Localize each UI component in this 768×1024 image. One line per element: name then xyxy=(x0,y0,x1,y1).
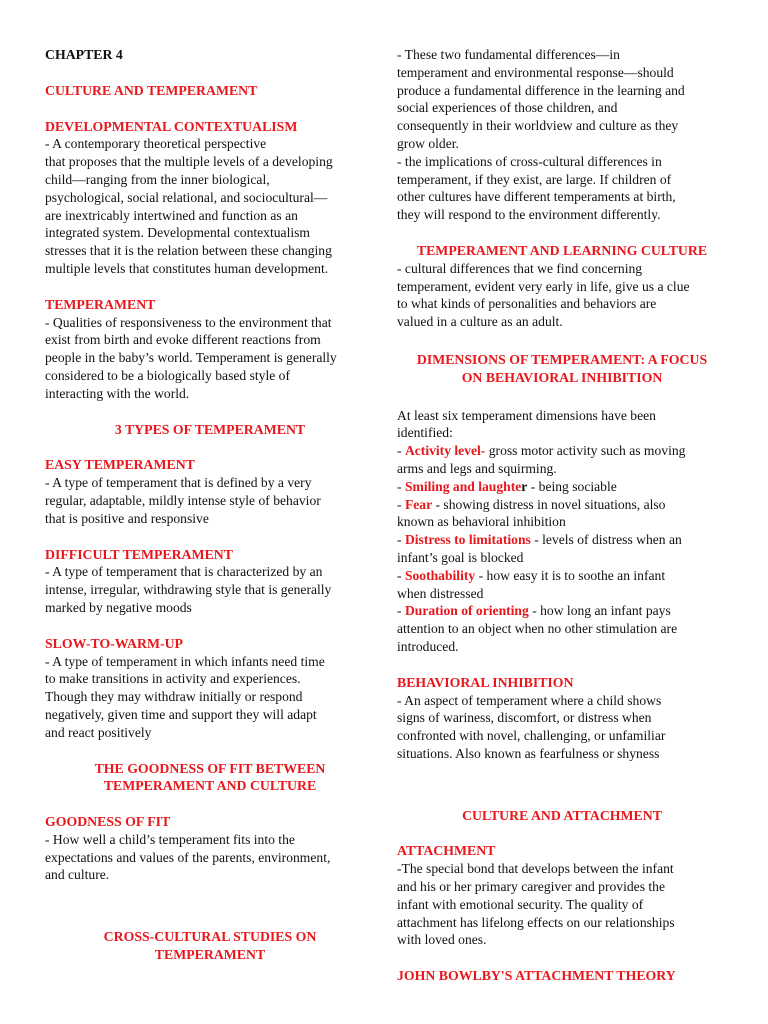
text-line: - How well a child’s temperament fits into the xyxy=(45,831,295,847)
heading-temperament-learning-culture: TEMPERAMENT AND LEARNING CULTURE xyxy=(416,242,708,258)
text-line: - A type of temperament in which infants need time xyxy=(45,653,325,669)
text-line: known as behavioral inhibition xyxy=(397,514,566,530)
text-line: - cultural differences that we find concerning xyxy=(397,260,643,276)
text-line: marked by negative moods xyxy=(45,599,192,615)
text-line: - Qualities of responsiveness to the environment that xyxy=(45,314,332,330)
text-line: grow older. xyxy=(397,135,459,151)
text-line: - A contemporary theoretical perspective xyxy=(45,136,267,152)
heading-slow-to-warm-up: SLOW-TO-WARM-UP xyxy=(45,635,183,651)
dimension-term: Soothability xyxy=(404,567,476,583)
dimension-description: - how long an infant pays xyxy=(528,603,671,619)
dimension-distress-to-limitations xyxy=(397,531,727,549)
right-column xyxy=(397,46,727,985)
text-line: with loved ones. xyxy=(397,932,487,948)
heading-cross-cultural-studies: CROSS-CULTURAL STUDIES ON xyxy=(103,929,317,945)
text-line: integrated system. Developmental contextualism xyxy=(45,225,311,241)
text-line: situations. Also known as fearfulness or shyness xyxy=(397,745,660,761)
dimension-term: Duration of orienting xyxy=(404,603,529,619)
heading-temperament: TEMPERAMENT xyxy=(45,296,156,312)
text-line: - the implications of cross-cultural differences in xyxy=(397,153,662,169)
dimension-term: Fear xyxy=(404,496,433,512)
text-line: interacting with the world. xyxy=(45,385,190,401)
heading-culture-and-attachment: CULTURE AND ATTACHMENT xyxy=(462,807,662,823)
text-line: stresses that it is the relation between these changing xyxy=(45,243,332,259)
text-line: when distressed xyxy=(397,585,484,601)
text-line: - These two fundamental differences—in xyxy=(397,47,620,62)
dimension-description: - levels of distress when an xyxy=(530,532,682,548)
heading-goodness-of-fit-between-2: TEMPERAMENT AND CULTURE xyxy=(103,778,317,794)
heading-three-types: 3 TYPES OF TEMPERAMENT xyxy=(114,421,306,437)
text-line: people in the baby’s world. Temperament is generally xyxy=(45,350,337,366)
heading-dimensions-of-temperament-2: ON BEHAVIORAL INHIBITION xyxy=(461,369,663,385)
text-line: temperament, evident very early in life, give us a clue xyxy=(397,278,690,294)
dimension-description: - showing distress in novel situations, also xyxy=(432,496,666,512)
text-line: - An aspect of temperament where a child shows xyxy=(397,692,662,708)
text-line: that is positive and responsive xyxy=(45,510,209,526)
text-line: exist from birth and evoke different reactions from xyxy=(45,332,321,348)
text-line: expectations and values of the parents, environment, xyxy=(45,849,331,865)
text-line: - A type of temperament that is characterized by an xyxy=(45,564,323,580)
text-line: to what kinds of personalities and behaviors are xyxy=(397,296,657,312)
text-line: signs of wariness, discomfort, or distress when xyxy=(397,710,652,726)
text-line: multiple levels that constitutes human development. xyxy=(45,260,329,276)
text-line: regular, adaptable, mildly intense style of behavior xyxy=(45,492,321,508)
bullet-dash: - xyxy=(397,496,405,512)
bullet-dash: - xyxy=(397,478,405,494)
bullet-dash: - xyxy=(397,603,405,619)
dimension-term-end: r xyxy=(521,478,528,494)
heading-behavioral-inhibition: BEHAVIORAL INHIBITION xyxy=(397,674,574,690)
text-line: -The special bond that develops between the infant xyxy=(397,861,674,877)
text-line: they will respond to the environment differently. xyxy=(397,207,661,223)
bullet-dash: - xyxy=(397,443,405,459)
text-line: social experiences of those children, and xyxy=(397,100,618,116)
text-line: and his or her primary caregiver and provides the xyxy=(397,879,665,895)
chapter-title: CULTURE AND TEMPERAMENT xyxy=(45,82,258,98)
dimension-description: - how easy it is to soothe an infant xyxy=(475,567,666,583)
dimension-fear xyxy=(397,496,727,514)
text-line: attachment has lifelong effects on our relationships xyxy=(397,914,675,930)
heading-developmental-contextualism: DEVELOPMENTAL CONTEXTUALISM xyxy=(45,118,298,134)
text-line: negatively, given time and support they will adapt xyxy=(45,706,317,722)
heading-goodness-of-fit: GOODNESS OF FIT xyxy=(45,814,171,830)
text-line: child—ranging from the inner biological, xyxy=(45,171,270,187)
text-line: infant with emotional security. The quality of xyxy=(397,896,644,912)
chapter-label: CHAPTER 4 xyxy=(45,47,123,62)
bullet-dash: - xyxy=(397,567,405,583)
heading-attachment: ATTACHMENT xyxy=(397,843,496,859)
text-line: temperament, if they exist, are large. If children of xyxy=(397,171,672,187)
text-line: and culture. xyxy=(45,867,110,883)
text-line: confronted with novel, challenging, or unfamiliar xyxy=(397,728,666,744)
text-line: arms and legs and squirming. xyxy=(397,460,557,476)
text-line: considered to be a biologically based style of xyxy=(45,367,290,383)
text-line: At least six temperament dimensions have been xyxy=(397,407,656,423)
text-line: that proposes that the multiple levels of a developing xyxy=(45,154,333,170)
dimension-term: Distress to limitations xyxy=(404,532,531,548)
text-line: are inextricably intertwined and function as an xyxy=(45,207,298,223)
bullet-dash: - xyxy=(397,532,405,548)
text-line: Though they may withdraw initially or respond xyxy=(45,689,303,705)
text-line: identified: xyxy=(397,425,453,441)
dimension-description: gross motor activity such as moving xyxy=(485,443,686,459)
text-line: to make transitions in activity and experiences. xyxy=(45,671,301,687)
dimension-smiling-laughter xyxy=(397,478,727,496)
text-line: temperament and environmental response—should xyxy=(397,64,674,80)
dimension-activity-level xyxy=(397,442,727,460)
heading-bowlby-attachment-theory: JOHN BOWLBY'S ATTACHMENT THEORY xyxy=(397,968,676,984)
dimension-description: - being sociable xyxy=(527,478,617,494)
heading-easy-temperament: EASY TEMPERAMENT xyxy=(45,457,195,473)
text-line: other cultures have different temperaments at birth, xyxy=(397,189,676,205)
dimension-term: Smiling and laughte xyxy=(404,478,522,494)
heading-difficult-temperament: DIFFICULT TEMPERAMENT xyxy=(45,546,233,562)
dimension-term: Activity level- xyxy=(404,443,486,459)
dimension-duration-of-orienting xyxy=(397,602,727,620)
text-line: produce a fundamental difference in the learning and xyxy=(397,82,685,98)
text-line: infant’s goal is blocked xyxy=(397,549,524,565)
heading-dimensions-of-temperament: DIMENSIONS OF TEMPERAMENT: A FOCUS xyxy=(416,351,708,367)
dimension-soothability xyxy=(397,567,727,585)
text-line: and react positively xyxy=(45,724,152,740)
heading-goodness-of-fit-between: THE GOODNESS OF FIT BETWEEN xyxy=(94,760,326,776)
text-line: consequently in their worldview and culture as they xyxy=(397,118,679,134)
text-line: - A type of temperament that is defined by a very xyxy=(45,475,312,491)
text-line: attention to an object when no other stimulation are introduced. xyxy=(397,621,678,654)
left-column xyxy=(45,46,375,964)
text-line: intense, irregular, withdrawing style that is generally xyxy=(45,582,332,598)
heading-cross-cultural-studies-2: TEMPERAMENT xyxy=(154,947,266,963)
text-line: valued in a culture as an adult. xyxy=(397,314,563,330)
text-line: psychological, social relational, and sociocultural— xyxy=(45,189,328,205)
